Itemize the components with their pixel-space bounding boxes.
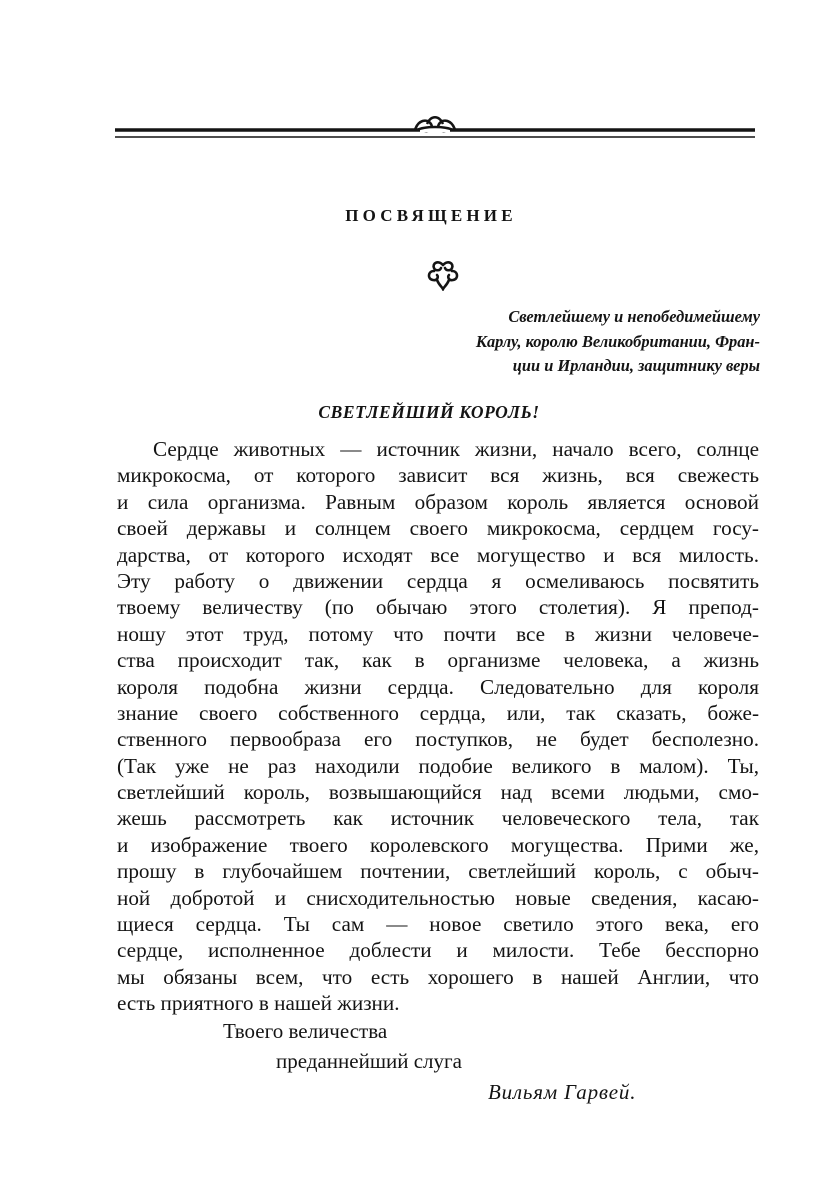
ornamental-rule-icon <box>115 110 755 146</box>
body-line: короля подобна жизни сердца. Следовательно для короля <box>117 674 759 699</box>
dedication-body <box>117 436 759 1017</box>
address-line: Карлу, королю Великобритании, Фран- <box>475 331 760 351</box>
body-line: прошу в глубочайшем почтении, светлейший король, с обыч- <box>117 859 759 884</box>
signature: Вильям Гарвей. <box>488 1080 637 1104</box>
body-line: щиеся сердца. Ты сам — новое светило этого века, его <box>117 912 759 937</box>
body-line: и сила организма. Равным образом король является основой <box>117 489 759 514</box>
body-line: ношу этот труд, потому что почти все в жизни человече- <box>117 621 759 646</box>
body-line: ства происходит так, как в организме человека, а жизнь <box>117 648 759 673</box>
body-line: (Так уже не раз находили подобие великого в малом). Ты, <box>117 753 759 778</box>
body-line: дарства, от которого исходят все могущество и вся милость. <box>117 542 759 567</box>
page-title: ПОСВЯЩЕНИЕ <box>345 206 517 225</box>
closing-line: Твоего величества <box>223 1019 388 1043</box>
body-line: твоему величеству (по обычаю этого столетия). Я препод- <box>117 595 759 620</box>
body-line: своей державы и солнцем своего микрокосма, сердцем госу- <box>117 516 759 541</box>
body-line: ной добротой и снисходительностью новые сведения, касаю- <box>117 885 759 910</box>
body-line: сердце, исполненное доблести и милости. Тебе бесспорно <box>117 938 759 963</box>
body-line: жешь рассмотреть как источник человеческого тела, так <box>117 806 759 831</box>
closing-line: преданнейший слуга <box>276 1049 462 1073</box>
address-line: ции и Ирландии, защитнику веры <box>512 356 760 375</box>
body-line: ственного первообраза его поступков, не будет бесполезно. <box>117 727 759 752</box>
body-line: знание своего собственного сердца, или, так сказать, боже- <box>117 700 759 725</box>
body-line: и изображение твоего королевского могущества. Прими же, <box>117 832 759 857</box>
body-line: мы обязаны всем, что есть хорошего в нашей Англии, что <box>117 964 759 989</box>
body-line: Сердце животных — источник жизни, начало всего, солнце <box>153 437 759 461</box>
dedication-address <box>400 305 760 379</box>
body-line: Эту работу о движении сердца я осмеливаюсь посвятить <box>117 568 759 593</box>
fleuron-icon <box>423 259 463 291</box>
body-line: светлейший король, возвышающийся над всеми людьми, смо- <box>117 780 759 805</box>
salutation: СВЕТЛЕЙШИЙ КОРОЛЬ! <box>318 402 540 422</box>
address-line: Светлейшему и непобедимейшему <box>508 307 760 326</box>
body-line: есть приятного в нашей жизни. <box>117 991 400 1016</box>
body-line: микрокосма, от которого зависит вся жизнь, вся свежесть <box>117 463 759 488</box>
